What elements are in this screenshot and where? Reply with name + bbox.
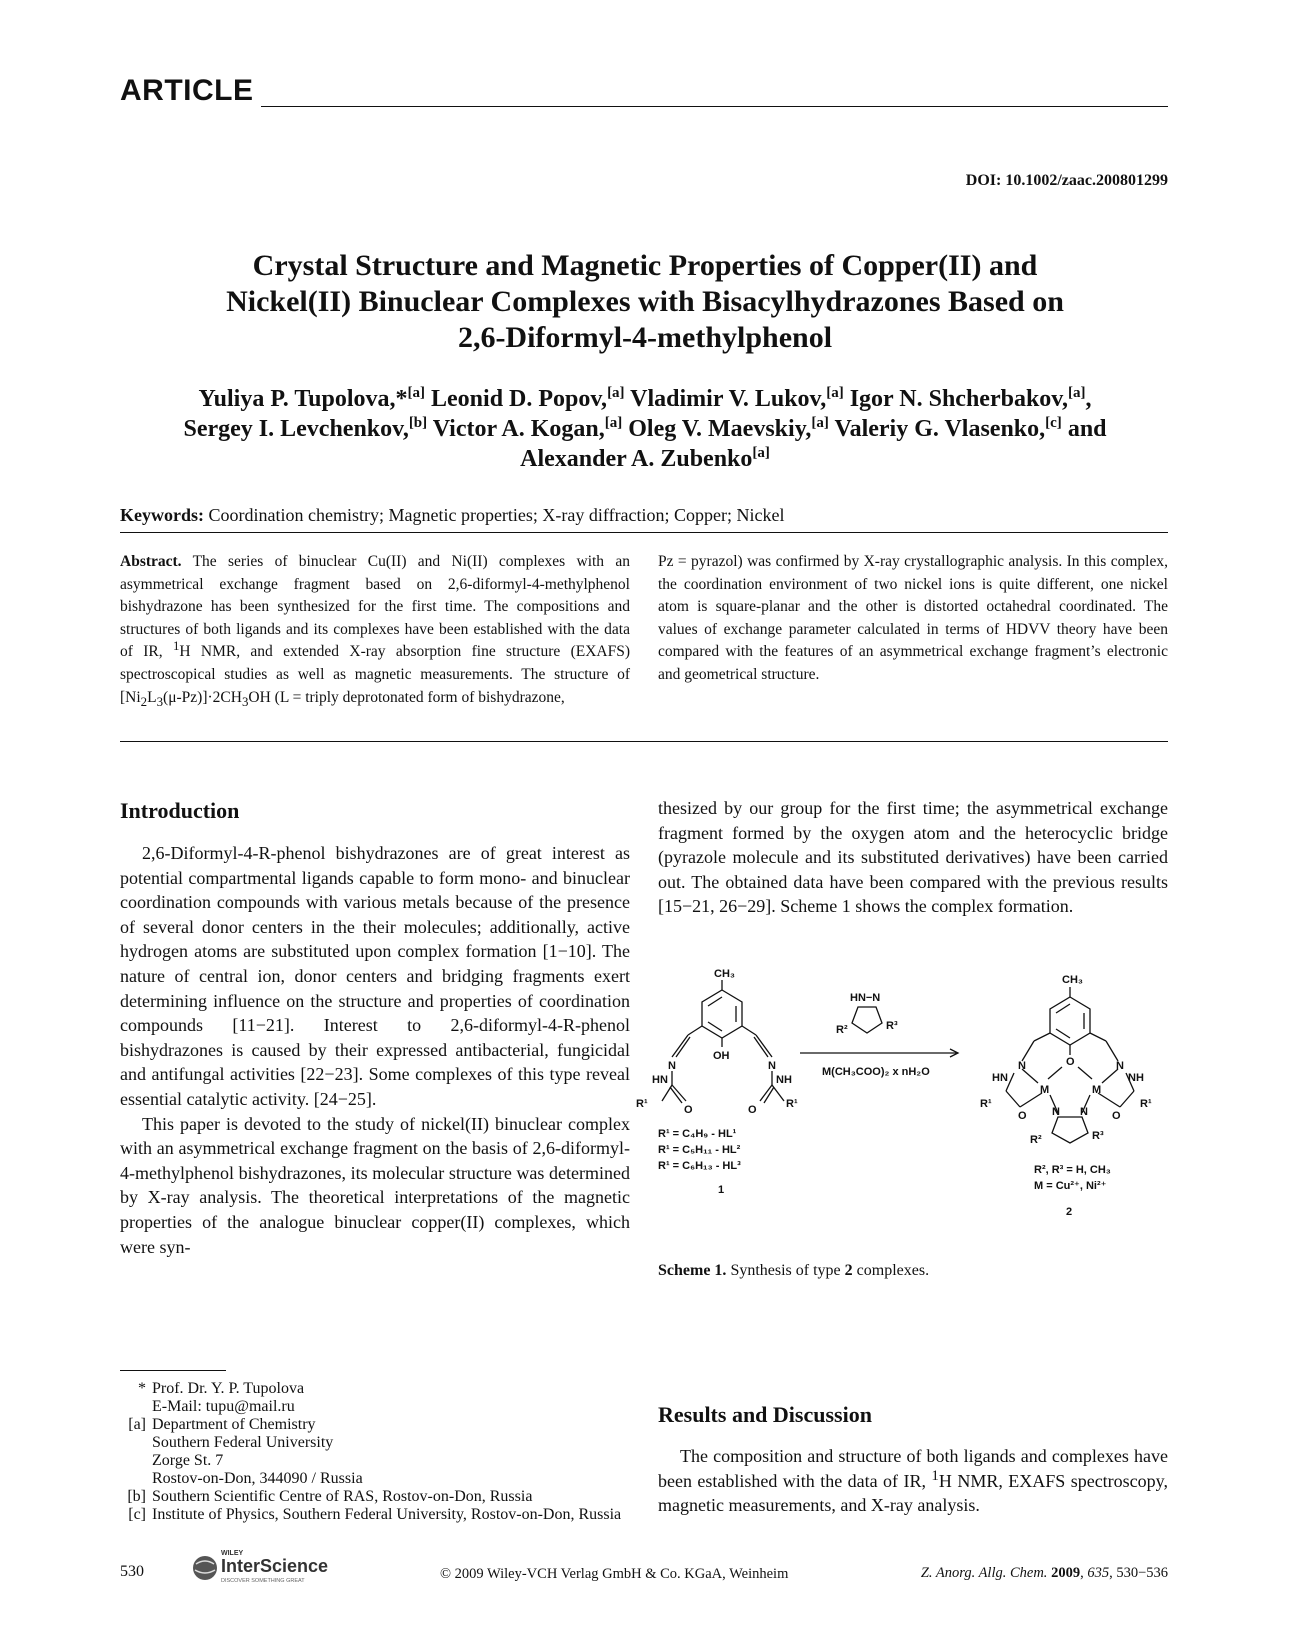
atom-label: O [1066,1056,1075,1068]
caption-text: Synthesis of type [730,1262,841,1279]
footnote-line: Prof. Dr. Y. P. Tupolova [152,1380,305,1397]
footnote-line: Southern Scientific Centre of RAS, Rostov-on-Don, Russia [152,1488,533,1505]
introduction-right-column [658,796,1168,919]
atom-label: NH [776,1074,792,1086]
footnote-line: Department of Chemistry [152,1416,316,1433]
authors-and: and [1067,416,1107,442]
atom-label: N [1018,1060,1026,1072]
atom-label: N [1052,1106,1060,1118]
superscript: 1 [172,638,180,654]
atom-label: M [1040,1084,1050,1096]
journal-year: 2009 [1051,1565,1081,1581]
journal-name: Z. Anorg. Allg. Chem. [920,1565,1048,1581]
author-affiliation: [a] [607,385,625,401]
superscript: 1 [931,1467,939,1484]
atom-label: R¹ [636,1098,648,1110]
article-title [150,248,1140,356]
subscript: 3 [241,693,249,709]
atom-label: M [1092,1084,1102,1096]
author-affiliation: [b] [408,415,428,431]
email-link[interactable]: E-Mail: tupu@mail.ru [152,1398,295,1415]
journal-volume: 635 [1087,1565,1110,1581]
footnote-rule [120,1370,226,1371]
paragraph-text: The composition and structure of both ligands and complexes have been established with the data of IR, [658,1446,1168,1491]
atom-label: OH [713,1050,730,1062]
abstract-text: L [147,688,157,706]
compound-number: 2 [1066,1206,1073,1218]
journal-pages: 530−536 [1116,1565,1168,1581]
atom-label: HN [652,1074,668,1086]
doi[interactable]: DOI: 10.1002/zaac.200801299 [965,172,1168,189]
section-label: ARTICLE [120,74,254,107]
divider [120,532,1168,533]
abstract-left [120,551,630,709]
author-name: Vladimir V. Lukov, [630,386,827,412]
compound-number: 1 [718,1184,725,1196]
keywords-label: Keywords: [120,505,204,525]
author-affiliation: [a] [1067,385,1086,401]
atom-label: O [748,1104,757,1116]
paragraph: thesized by our group for the first time; the asymmetrical exchange fragment formed by the oxygen atom and the heterocyclic bridge (pyrazole molecule and its substituted derivatives) have been carried out. The obtained data have been compared with the previous results [15−21, 26−29]. Scheme 1 shows the complex formation. [658,798,1168,917]
footnote-line: Zorge St. 7 [152,1452,224,1469]
author-name: Igor N. Shcherbakov, [849,386,1068,412]
footnote [120,1380,640,1416]
footnote [120,1506,640,1524]
atom-label: R² [1030,1134,1042,1146]
footnote-mark: * [138,1380,146,1397]
results-heading: Results and Discussion [658,1402,872,1427]
complex-label: M = Cu²⁺, Ni²⁺ [1034,1180,1107,1192]
introduction-heading: Introduction [120,798,240,823]
atom-label: CH₃ [714,968,735,980]
keywords [120,505,785,526]
keywords-text: Coordination chemistry; Magnetic properties; X-ray diffraction; Copper; Nickel [208,505,785,525]
atom-label: O [1112,1110,1121,1122]
logo-main: InterScience [221,1556,329,1576]
abstract-text: OH (L = triply deprotonated form of bishydrazone, [248,688,565,706]
atom-label: HN [992,1072,1008,1084]
title-line: Nickel(II) Binuclear Complexes with Bisacylhydrazones Based on [226,285,1064,318]
logo-tagline: DISCOVER SOMETHING GREAT [221,1578,305,1584]
subscript: 3 [156,693,164,709]
scheme-1-figure [636,968,1180,1225]
atom-label: R³ [1092,1130,1104,1142]
atom-label: N [1080,1106,1088,1118]
header-rule [261,106,1168,107]
paragraph: 2,6-Diformyl-4-R-phenol bishydrazones are of great interest as potential compartmental ligands capable to form mono- and binuclear coordination compounds with various metals because of the presence of several donor centers in the their molecules; additionally, active hydrogen atoms are substituted upon complex formation [1−10]. The nature of central ion, donor centers and bridging fragments exert determining influence on the structure and properties of coordination compounds [11−21]. Interest to 2,6-diformyl-4-R-phenol bishydrazones is caused by their expressed antibacterial, fungicidal and antifungal activities [22−23]. Some complexes of this type reveal essential catalytic activity. [24−25]. [120,843,630,1109]
abstract-right: Pz = pyrazol) was confirmed by X-ray crystallographic analysis. In this complex, the coordination environment of two nickel ions is quite different, one nickel atom is square-planar and the other is distorted octahedral coordinated. The values of exchange parameter calculated in terms of HDVV theory have been compared with the features of an asymmetrical exchange fragment’s electronic and geometrical structure. [658,553,1168,683]
atom-label: N [1116,1060,1124,1072]
author-name: Valeriy G. Vlasenko, [834,416,1046,442]
reagent-label: R³ [886,1020,898,1032]
footnote [120,1488,640,1506]
logo-globe-icon [193,1556,217,1580]
paragraph-text: H NMR, EXAFS spectroscopy, magnetic measurements, and X-ray analysis. [658,1470,1169,1516]
introduction-left-column [120,841,630,1259]
footnote-mark: [c] [128,1506,146,1523]
subscript: 2 [140,693,148,709]
atom-label: N [668,1060,676,1072]
atom-label: O [1018,1110,1027,1122]
ligand-label: R¹ = C₆H₁₃ - HL³ [658,1160,741,1172]
atom-label: CH₃ [1062,974,1083,986]
footnote-mark: [a] [128,1416,146,1433]
author-name: Sergey I. Levchenkov, [183,416,409,442]
abstract-text: H NMR, and extended X-ray absorption fine structure (EXAFS) spectroscopical studies as well as magnetic measurements. The structure of [Ni [120,643,630,706]
paragraph: This paper is devoted to the study of nickel(II) binuclear complex with an asymmetrical exchange fragment on the basis of 2,6-diformyl-4-methylphenol bishydrazones, its molecular structure was determined by X-ray analysis. The theoretical interpretations of the magnetic properties of the analogue binuclear copper(II) complexes, which were syn- [120,1113,630,1257]
footnote-line: Institute of Physics, Southern Federal University, Rostov-on-Don, Russia [152,1506,622,1523]
logo-top: WILEY [221,1550,244,1557]
author-name: Leonid D. Popov, [431,386,608,412]
journal-citation: Z. Anorg. Allg. Chem. 2009, 635, 530−536 [920,1565,1168,1581]
ligand-label: R¹ = C₅H₁₁ - HL² [658,1144,741,1156]
author-name: Oleg V. Maevskiy, [628,416,812,442]
caption-number: 2 [844,1262,853,1279]
author-name: Victor A. Kogan, [432,416,605,442]
author-affiliation: [a] [752,445,770,461]
footnote-line: Rostov-on-Don, 344090 / Russia [152,1470,363,1487]
author-affiliation: [a] [407,385,426,401]
author-name: Yuliya P. Tupolova,* [198,386,408,412]
reagent-label: R² [836,1024,848,1036]
author-list: Yuliya P. Tupolova,*[a] Leonid D. Popov,[a] Vladimir V. Lukov,[a] Igor N. Shcherbakov,[a], Sergey I. Levchenkov,[b] Victor A. Kogan,[a] Oleg V. Maevskiy,[a] Valeriy G. Vlasenko,[c] and Alexander A. Zubenko[a] [183,385,1107,472]
page-number: 530 [120,1563,144,1580]
reagent-label: HN−N [850,992,881,1004]
complex-label: R², R³ = H, CH₃ [1034,1164,1111,1176]
author-name: Alexander A. Zubenko [520,446,753,472]
author-affiliation: [a] [826,385,844,401]
scheme-caption [658,1262,929,1280]
title-line: 2,6-Diformyl-4-methylphenol [457,321,833,354]
results-paragraph [658,1444,1168,1518]
author-affiliation: [a] [811,415,829,431]
title-line: Crystal Structure and Magnetic Properties of Copper(II) and [252,249,1038,282]
abstract-text: (μ-Pz)]·2CH [163,688,242,706]
atom-label: R¹ [786,1098,798,1110]
author-affiliation: [a] [604,415,623,431]
copyright: © 2009 Wiley-VCH Verlag GmbH & Co. KGaA, Weinheim [440,1566,789,1582]
atom-label: R¹ [980,1098,992,1110]
divider [120,741,1168,742]
abstract-text: The series of binuclear Cu(II) and Ni(II) complexes with an asymmetrical exchange fragment based on 2,6-diformyl-4-methylphenol bishydrazone has been synthesized for the first time. The compositions and structures of both ligands and its complexes have been established with the data of IR, [120,553,630,661]
wiley-interscience-logo [191,1546,361,1586]
ligand-label: R¹ = C₄H₉ - HL¹ [658,1128,737,1140]
author-affiliation: [c] [1045,415,1062,431]
atom-label: R¹ [1140,1098,1152,1110]
footnotes [120,1380,640,1524]
caption-text: complexes. [856,1262,930,1279]
abstract-label: Abstract. [120,553,182,570]
reagent-label: M(CH₃COO)₂ x nH₂O [822,1066,930,1078]
footnote-line: Southern Federal University [152,1434,334,1451]
atom-label: NH [1128,1072,1144,1084]
caption-label: Scheme 1. [658,1262,727,1279]
atom-label: O [684,1104,693,1116]
atom-label: N [768,1060,776,1072]
footnote [120,1416,640,1488]
footnote-mark: [b] [127,1488,146,1505]
